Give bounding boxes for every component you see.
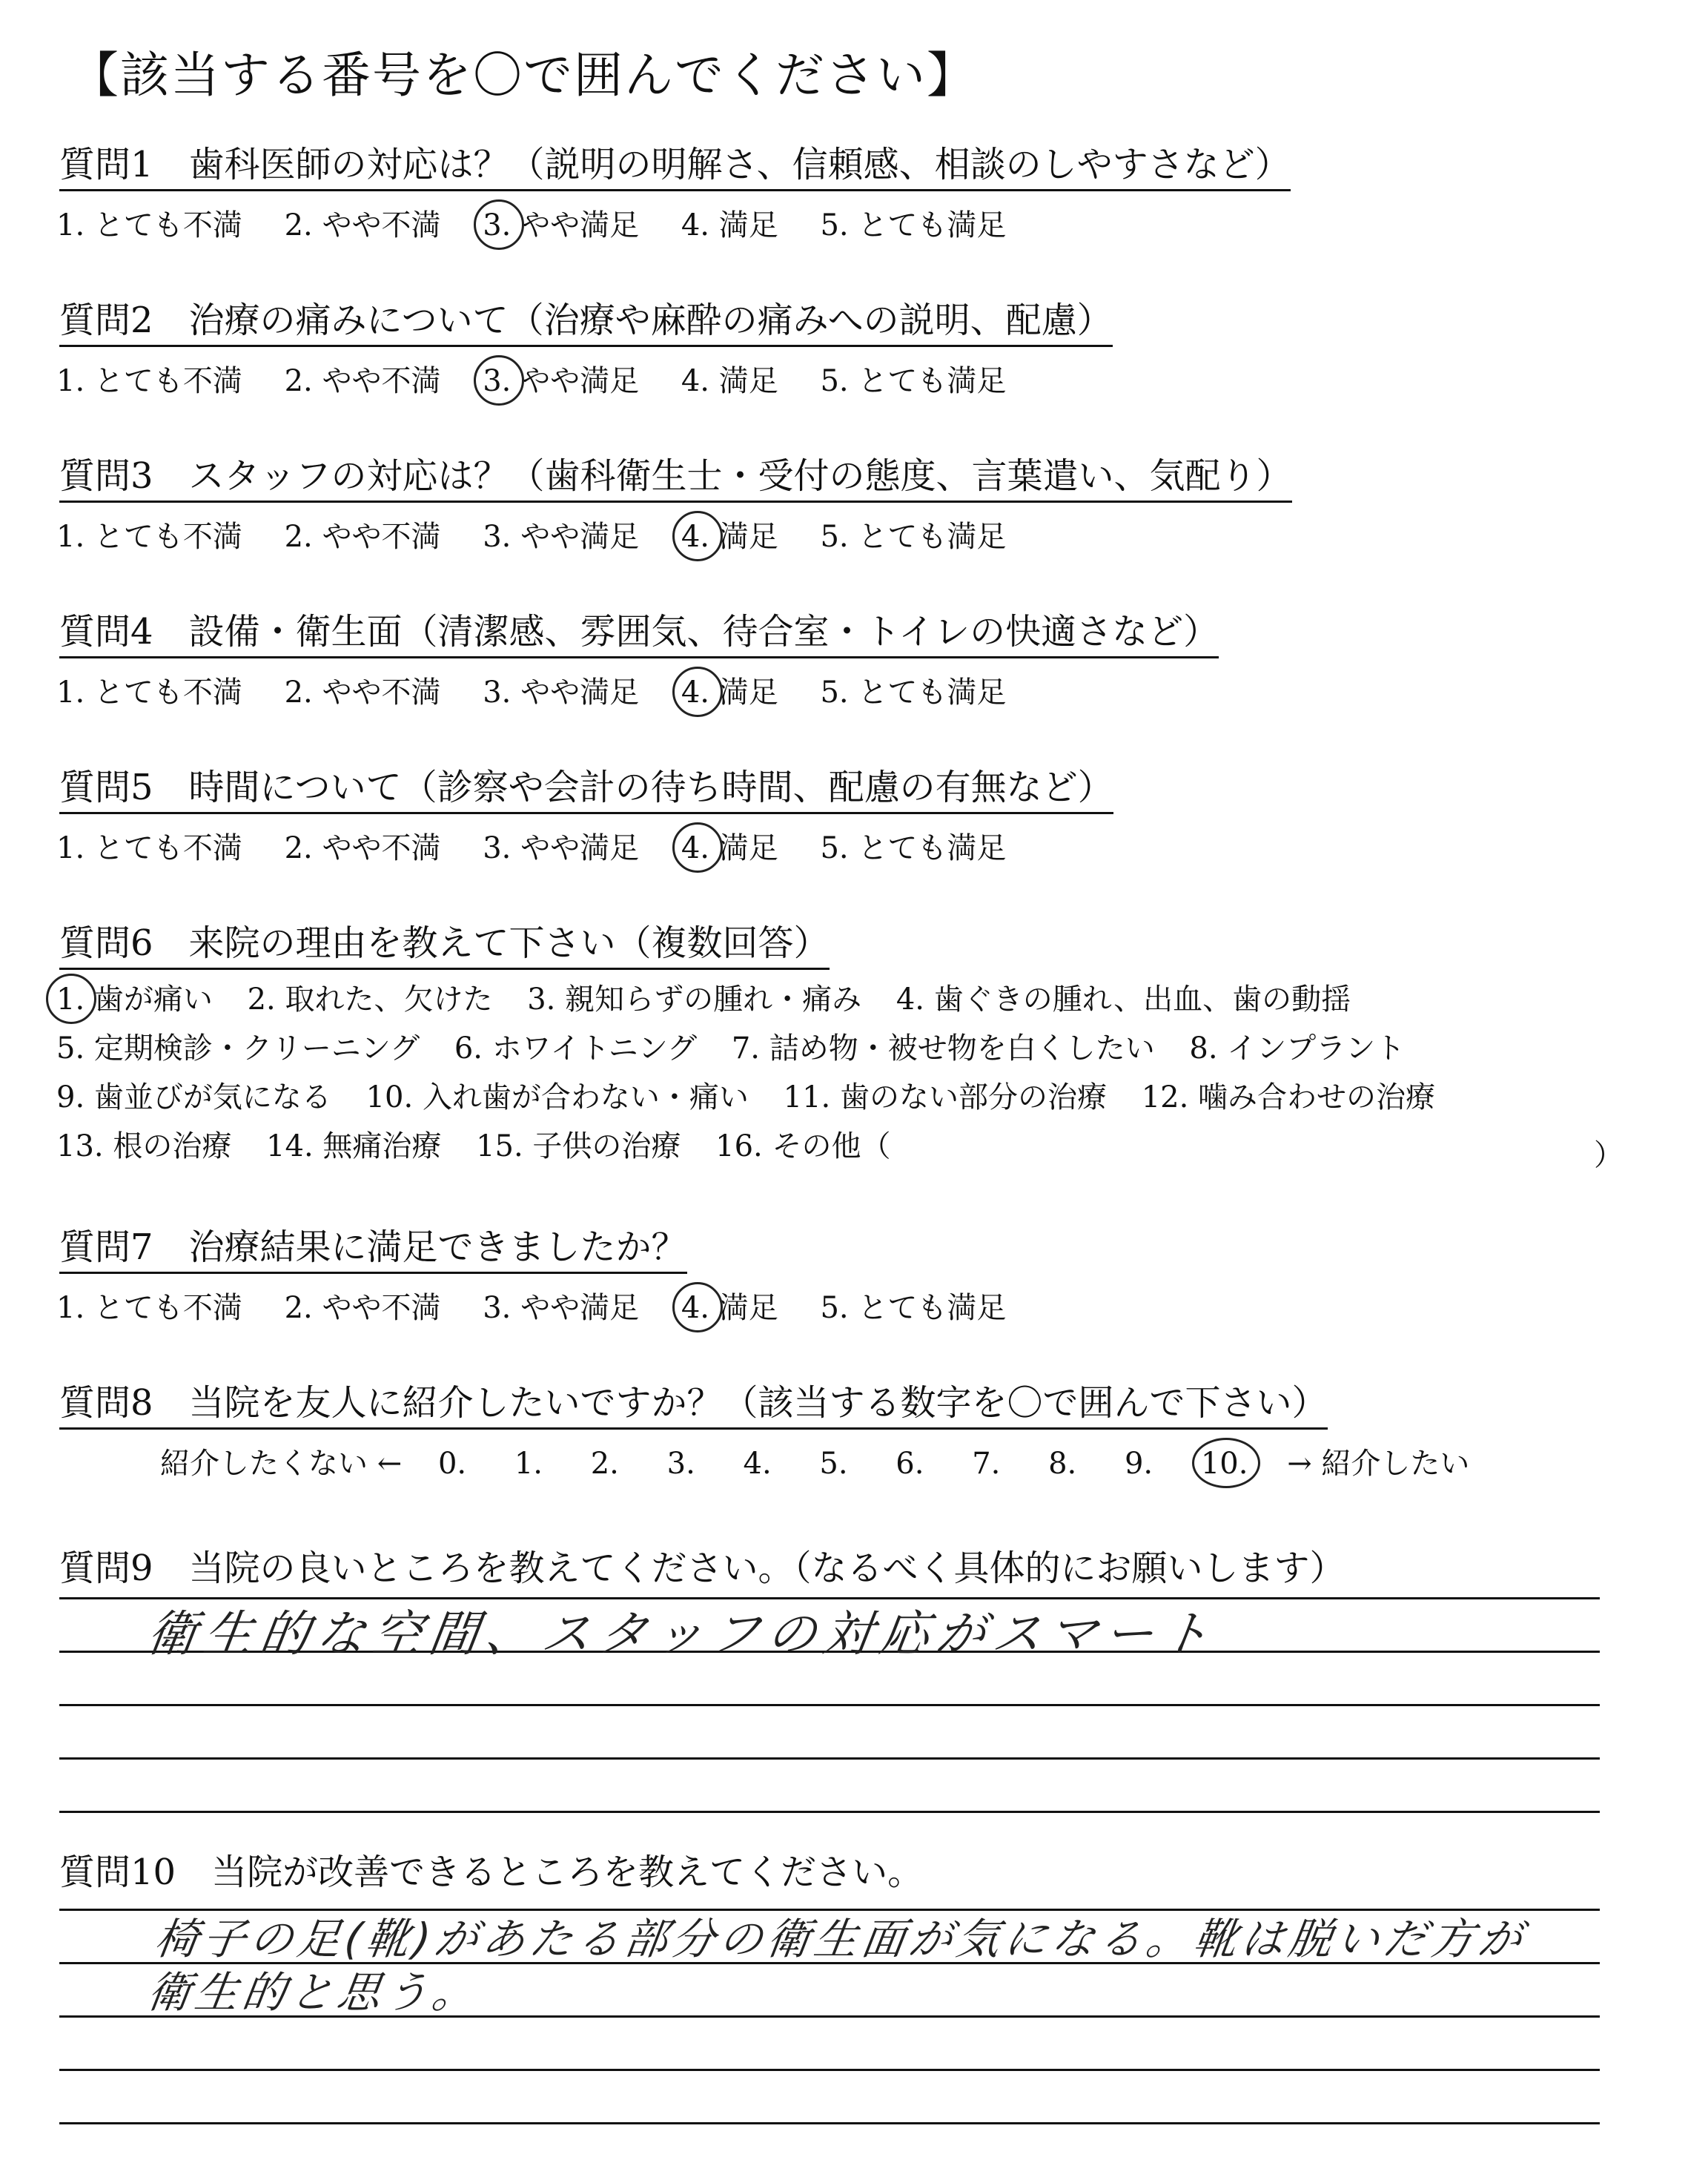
reason-13[interactable]: 13. 根の治療 — [56, 1129, 232, 1163]
question-title: 質問1 歯科医師の対応は？（説明の明解さ、信頼感、相談のしやすさなど） — [59, 145, 1291, 191]
answer-line — [59, 1811, 1600, 1813]
question-title: 質問3 スタッフの対応は？（歯科衛生士・受付の態度、言葉遣い、気配り） — [59, 457, 1292, 503]
option-5[interactable]: 5. とても満足 — [820, 676, 1007, 710]
other-close-paren: ） — [1594, 1138, 1623, 1172]
answer-line — [59, 2069, 1600, 2071]
question-title: 質問10 当院が改善できるところを教えてください。 — [59, 1852, 924, 1893]
scale-right-label: → 紹介したい — [1287, 1447, 1470, 1481]
reason-4[interactable]: 4. 歯ぐきの腫れ、出血、歯の動揺 — [896, 982, 1351, 1017]
reason-1-selected[interactable]: 1. 歯が痛い — [56, 982, 213, 1017]
option-3-selected[interactable]: 3. やや満足 — [483, 208, 640, 242]
option-5[interactable]: 5. とても満足 — [820, 831, 1007, 865]
reason-11[interactable]: 11. 歯のない部分の治療 — [783, 1080, 1107, 1114]
question-title: 質問2 治療の痛みについて（治療や麻酔の痛みへの説明、配慮） — [59, 301, 1113, 347]
score-3[interactable]: 3. — [666, 1447, 695, 1481]
score-0[interactable]: 0. — [437, 1447, 467, 1481]
option-3-selected[interactable]: 3. やや満足 — [483, 364, 640, 398]
option-4-selected[interactable]: 4. 満足 — [681, 1291, 778, 1325]
option-4-selected[interactable]: 4. 満足 — [681, 520, 778, 554]
scale-left-label: 紹介したくない ← — [160, 1447, 403, 1481]
option-2[interactable]: 2. やや不満 — [284, 208, 441, 242]
score-5[interactable]: 5. — [819, 1447, 848, 1481]
option-2[interactable]: 2. やや不満 — [284, 676, 441, 710]
option-4-selected[interactable]: 4. 満足 — [681, 676, 778, 710]
option-1[interactable]: 1. とても不満 — [56, 1291, 242, 1325]
option-5[interactable]: 5. とても満足 — [820, 208, 1007, 242]
handwritten-answer-line-1[interactable]: 椅子の足(靴)があたる部分の衛生面が気になる。靴は脱いだ方が — [151, 1914, 1530, 1964]
option-3[interactable]: 3. やや満足 — [483, 831, 640, 865]
answer-options — [56, 833, 1039, 863]
question-title: 質問9 当院の良いところを教えてください。（なるべく具体的にお願いします） — [59, 1548, 1345, 1589]
score-4[interactable]: 4. — [743, 1447, 772, 1481]
score-9[interactable]: 9. — [1124, 1447, 1153, 1481]
option-4-selected[interactable]: 4. 満足 — [681, 831, 778, 865]
score-8[interactable]: 8. — [1048, 1447, 1077, 1481]
option-2[interactable]: 2. やや不満 — [284, 1291, 441, 1325]
answer-line — [59, 1704, 1600, 1706]
answer-options — [56, 366, 1039, 396]
score-2[interactable]: 2. — [590, 1447, 619, 1481]
reason-9[interactable]: 9. 歯並びが気になる — [56, 1080, 331, 1114]
question-title: 質問4 設備・衛生面（清潔感、雰囲気、待合室・トイレの快適さなど） — [59, 612, 1219, 658]
reason-14[interactable]: 14. 無痛治療 — [266, 1129, 442, 1163]
answer-options — [56, 208, 1039, 242]
handwritten-answer[interactable]: 衛生的な空間、スタッフの対応がスマート — [143, 1605, 1222, 1662]
option-4[interactable]: 4. 満足 — [681, 364, 778, 398]
option-1[interactable]: 1. とても不満 — [56, 676, 242, 710]
reason-7[interactable]: 7. 詰め物・被せ物を白くしたい — [731, 1031, 1155, 1066]
answer-options — [56, 522, 1039, 552]
reason-16-other[interactable]: 16. その他（ — [715, 1129, 891, 1163]
score-1[interactable]: 1. — [514, 1447, 543, 1481]
option-1[interactable]: 1. とても不満 — [56, 364, 242, 398]
option-2[interactable]: 2. やや不満 — [284, 364, 441, 398]
reason-row-2 — [56, 1031, 1430, 1066]
option-2[interactable]: 2. やや不満 — [284, 520, 441, 554]
option-4[interactable]: 4. 満足 — [681, 208, 778, 242]
reason-8[interactable]: 8. インプラント — [1189, 1031, 1406, 1066]
page-header: 【該当する番号を〇で囲んでください】 — [70, 47, 977, 104]
option-1[interactable]: 1. とても不満 — [56, 831, 242, 865]
option-5[interactable]: 5. とても満足 — [820, 1291, 1007, 1325]
question-title: 質問7 治療結果に満足できましたか？ — [59, 1228, 687, 1274]
question-title: 質問6 来院の理由を教えて下さい（複数回答） — [59, 924, 830, 970]
answer-options — [56, 1293, 1039, 1323]
option-3[interactable]: 3. やや満足 — [483, 520, 640, 554]
recommend-scale — [160, 1449, 1469, 1479]
option-3[interactable]: 3. やや満足 — [483, 1291, 640, 1325]
reason-row-1 — [56, 982, 1376, 1017]
reason-2[interactable]: 2. 取れた、欠けた — [247, 982, 493, 1017]
answer-options — [56, 676, 1039, 710]
reason-12[interactable]: 12. 噛み合わせの治療 — [1141, 1080, 1436, 1114]
score-7[interactable]: 7. — [972, 1447, 1001, 1481]
answer-line — [59, 1757, 1600, 1760]
reason-row-4 — [56, 1129, 916, 1163]
reason-6[interactable]: 6. ホワイトニング — [454, 1031, 698, 1066]
option-2[interactable]: 2. やや不満 — [284, 831, 441, 865]
reason-row-3 — [56, 1080, 1460, 1114]
option-1[interactable]: 1. とても不満 — [56, 520, 242, 554]
reason-10[interactable]: 10. 入れ歯が合わない・痛い — [365, 1080, 749, 1114]
score-10-selected[interactable]: 10. — [1200, 1447, 1248, 1481]
option-1[interactable]: 1. とても不満 — [56, 208, 242, 242]
question-title: 質問8 当院を友人に紹介したいですか？（該当する数字を〇で囲んで下さい） — [59, 1384, 1328, 1430]
question-title: 質問5 時間について（診察や会計の待ち時間、配慮の有無など） — [59, 768, 1113, 814]
reason-5[interactable]: 5. 定期検診・クリーニング — [56, 1031, 420, 1066]
option-5[interactable]: 5. とても満足 — [820, 364, 1007, 398]
reason-15[interactable]: 15. 子供の治療 — [476, 1129, 681, 1163]
option-5[interactable]: 5. とても満足 — [820, 520, 1007, 554]
reason-3[interactable]: 3. 親知らずの腫れ・痛み — [527, 982, 862, 1017]
handwritten-answer-line-2[interactable]: 衛生的と思う。 — [144, 1967, 484, 2018]
option-3[interactable]: 3. やや満足 — [483, 676, 640, 710]
answer-line — [59, 2122, 1600, 2124]
score-6[interactable]: 6. — [896, 1447, 924, 1481]
